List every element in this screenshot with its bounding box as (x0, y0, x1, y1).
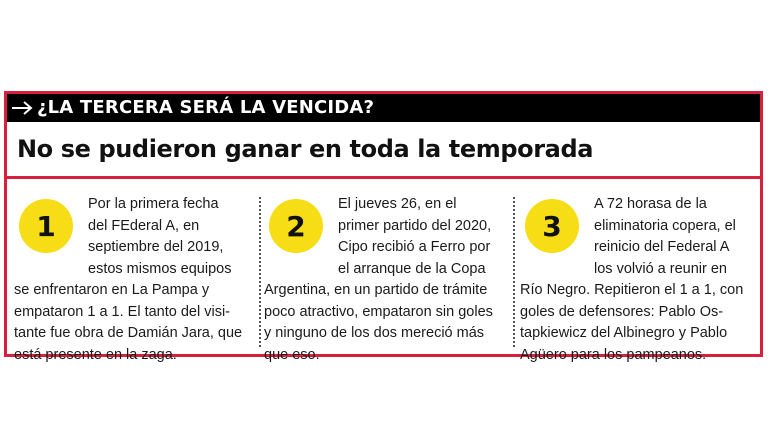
text-line: El jueves 26, en el (338, 196, 457, 212)
arrow-right-icon (7, 94, 37, 122)
text-line: Por la primera fecha (88, 196, 219, 212)
text-line: empataron 1 a 1. El tanto del visi- (14, 303, 231, 320)
kicker-text: ¿LA TERCERA SERÁ LA VENCIDA? (37, 97, 375, 118)
text-line: A 72 horasa de la (594, 196, 707, 212)
number-badge-1: 1 (19, 199, 73, 253)
text-line: Argentina, en un partido de trámite (264, 282, 488, 298)
item-column-2 (264, 194, 506, 363)
text-line: del FEderal A, en (88, 217, 200, 234)
dotted-divider (259, 197, 261, 347)
number-badge-2: 2 (269, 199, 323, 253)
item-column-1 (14, 194, 252, 363)
item-text-2 (264, 194, 506, 366)
text-line: septiembre del 2019, (88, 239, 224, 255)
text-line: tante fue obra de Damián Jara, que (14, 325, 243, 341)
dotted-divider (513, 197, 515, 347)
text-line: eliminatoria copera, el (594, 217, 736, 234)
headline: No se pudieron ganar en toda la temporada (17, 135, 594, 163)
text-line: y ninguno de los dos mereció más (264, 325, 485, 341)
item-text-3 (520, 194, 748, 366)
kicker-bar (7, 94, 760, 122)
text-line: estos mismos equipos (88, 260, 232, 277)
item-text-1 (14, 194, 252, 366)
infobox (4, 91, 763, 363)
text-line: que eso. (264, 346, 320, 363)
text-line: reinicio del Federal A (594, 239, 730, 255)
text-line: goles de defensores: Pablo Os- (520, 303, 724, 320)
text-line: el arranque de la Copa (338, 260, 486, 277)
text-line: primer partido del 2020, (338, 217, 492, 234)
text-line: Cipo recibió a Ferro por (338, 239, 491, 255)
text-line: está presente en la zaga. (14, 346, 177, 363)
text-line: los volvió a reunir en (594, 260, 727, 277)
red-separator (7, 176, 760, 179)
item-column-3 (520, 194, 748, 363)
text-line: tapkiewicz del Albinegro y Pablo (520, 325, 728, 341)
number-badge-3: 3 (525, 199, 579, 253)
text-line: poco atractivo, empataron sin goles (264, 303, 493, 320)
text-line: Río Negro. Repitieron el 1 a 1, con (520, 282, 744, 298)
text-line: se enfrentaron en La Pampa y (14, 282, 210, 298)
text-line: Agüero para los pampeanos. (520, 346, 707, 363)
